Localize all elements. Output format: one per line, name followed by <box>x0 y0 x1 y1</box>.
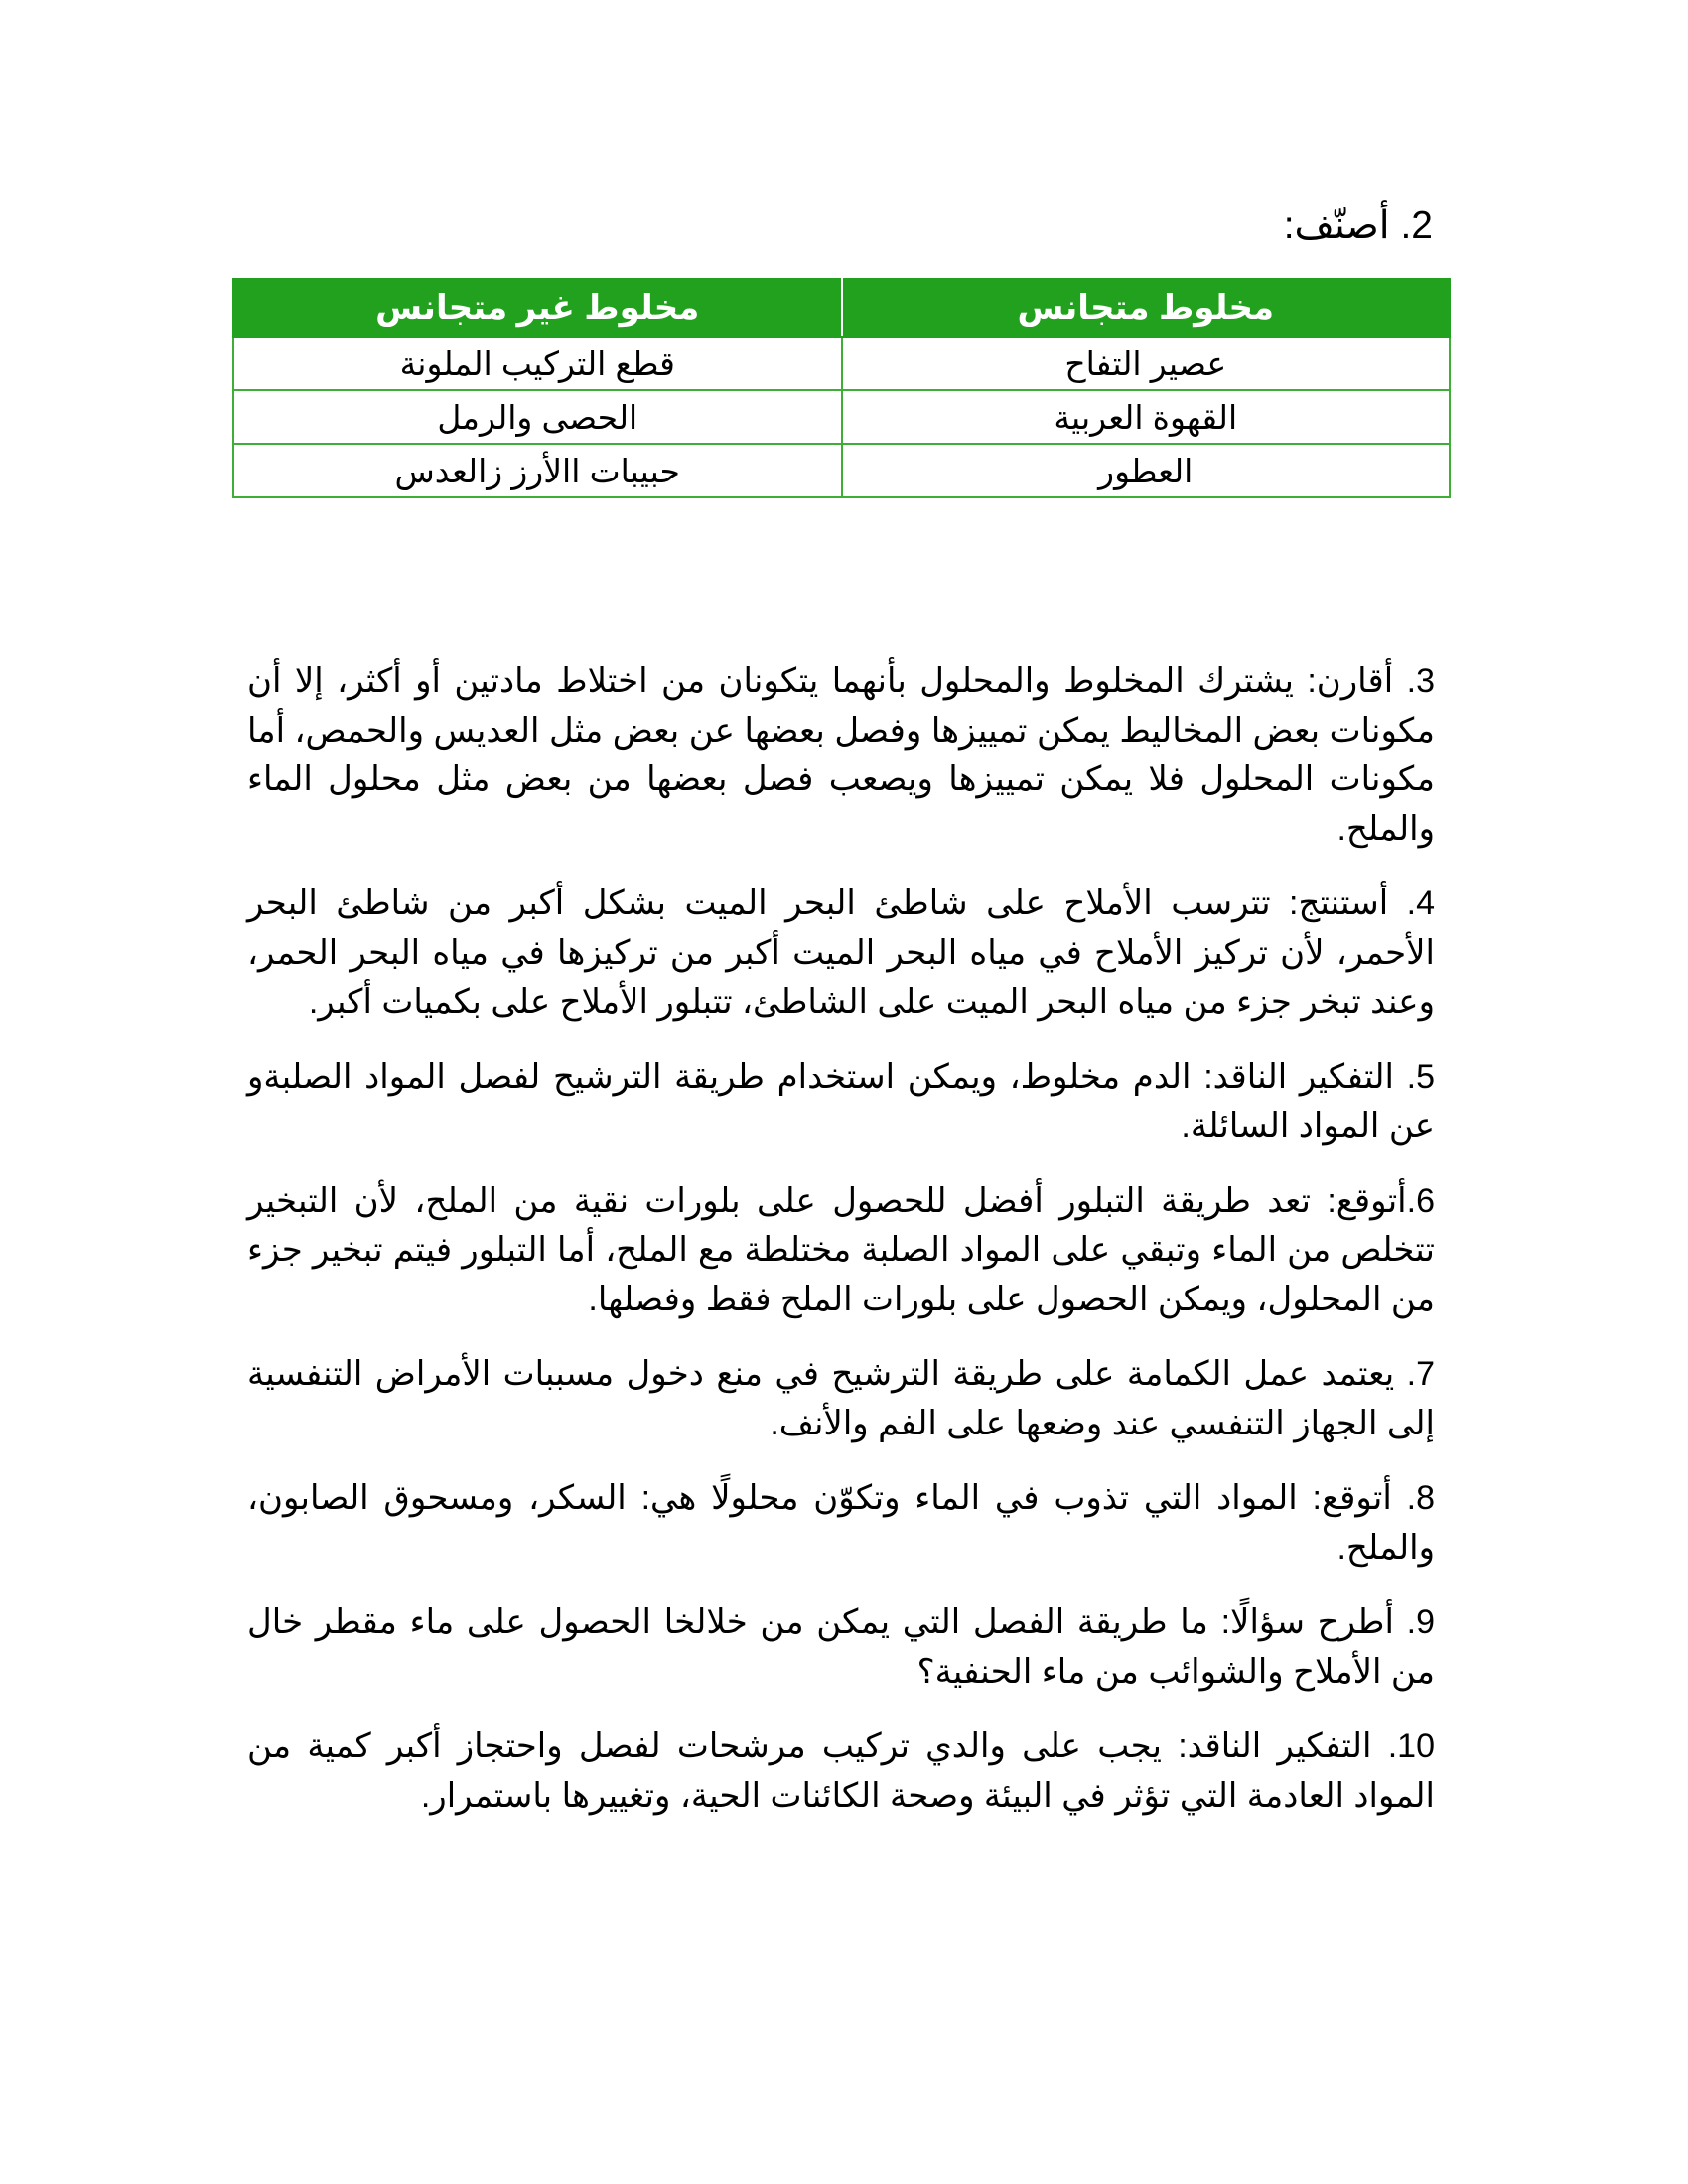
table-cell-heterogeneous: حبيبات االأرز زالعدس <box>233 444 842 497</box>
answer-8-predict: 8. أتوقع: المواد التي تذوب في الماء وتكوّن محلولًا هي: السكر، ومسحوق الصابون، والملح. <box>247 1479 1435 1567</box>
answer-9-ask-question: 9. أطرح سؤالًا: ما طريقة الفصل التي يمكن من خلالخا الحصول على ماء مقطر خال من الأملاح والشوائب من ماء الحنفية؟ <box>247 1603 1435 1691</box>
table-row <box>233 390 1450 444</box>
table-row <box>233 444 1450 497</box>
classification-table <box>232 278 1451 498</box>
table-header-row <box>233 279 1450 337</box>
table-row <box>233 337 1450 390</box>
header-heterogeneous-mixture: مخلوط غير متجانس <box>233 279 842 337</box>
answer-4-conclude: 4. أستنتج: تترسب الأملاح على شاطئ البحر الميت بشكل أكبر من شاطئ البحر الأحمر، لأن تركيز الأملاح في مياه البحر الميت أكبر من تركيزها في مياه البحر الحمر، وعند تبخر جزء من مياه البحر الميت على الشاطئ، تتبلور الأملاح على بكميات أكبر. <box>247 885 1435 1021</box>
question-2-heading: 2. أصنّف: <box>1283 205 1433 247</box>
table-cell-homogeneous: العطور <box>842 444 1451 497</box>
table-cell-homogeneous: عصير التفاح <box>842 337 1451 390</box>
answers-list <box>247 657 1435 1846</box>
header-homogeneous-mixture: مخلوط متجانس <box>842 279 1451 337</box>
table-cell-heterogeneous: قطع التركيب الملونة <box>233 337 842 390</box>
answer-5-critical-thinking: 5. التفكير الناقد: الدم مخلوط، ويمكن استخدام طريقة الترشيح لفصل المواد الصلبةو عن المواد السائلة. <box>247 1057 1435 1145</box>
answer-10-critical-thinking: 10. التفكير الناقد: يجب على والدي تركيب مرشحات لفصل واحتجاز أكبر كمية من المواد العادمة التي تؤثر في البيئة وصحة الكائنات الحية، وتغييرها باستمرار. <box>247 1727 1435 1815</box>
answer-6-predict: 6.أتوقع: تعد طريقة التبلور أفضل للحصول على بلورات نقية من الملح، لأن التبخير تتخلص من الماء وتبقي على المواد الصلبة مختلطة مع الملح، أما التبلور فيتم تبخير جزء من المحلول، ويمكن الحصول على بلورات الملح فقط وفصلها. <box>247 1181 1435 1318</box>
table-cell-homogeneous: القهوة العربية <box>842 390 1451 444</box>
answer-3-compare: 3. أقارن: يشترك المخلوط والمحلول بأنهما يتكونان من اختلاط مادتين أو أكثر، إلا أن مكونات بعض المخاليط يمكن تمييزها وفصل بعضها عن بعض مثل العديس والحمص، أما مكونات المحلول فلا يمكن تمييزها ويصعب فصل بعضها من بعض مثل محلول الماء والملح. <box>247 662 1435 848</box>
table-cell-heterogeneous: الحصى والرمل <box>233 390 842 444</box>
answer-7-mask: 7. يعتمد عمل الكمامة على طريقة الترشيح في منع دخول مسببات الأمراض التنفسية إلى الجهاز التنفسي عند وضعها على الفم والأنف. <box>247 1355 1435 1442</box>
